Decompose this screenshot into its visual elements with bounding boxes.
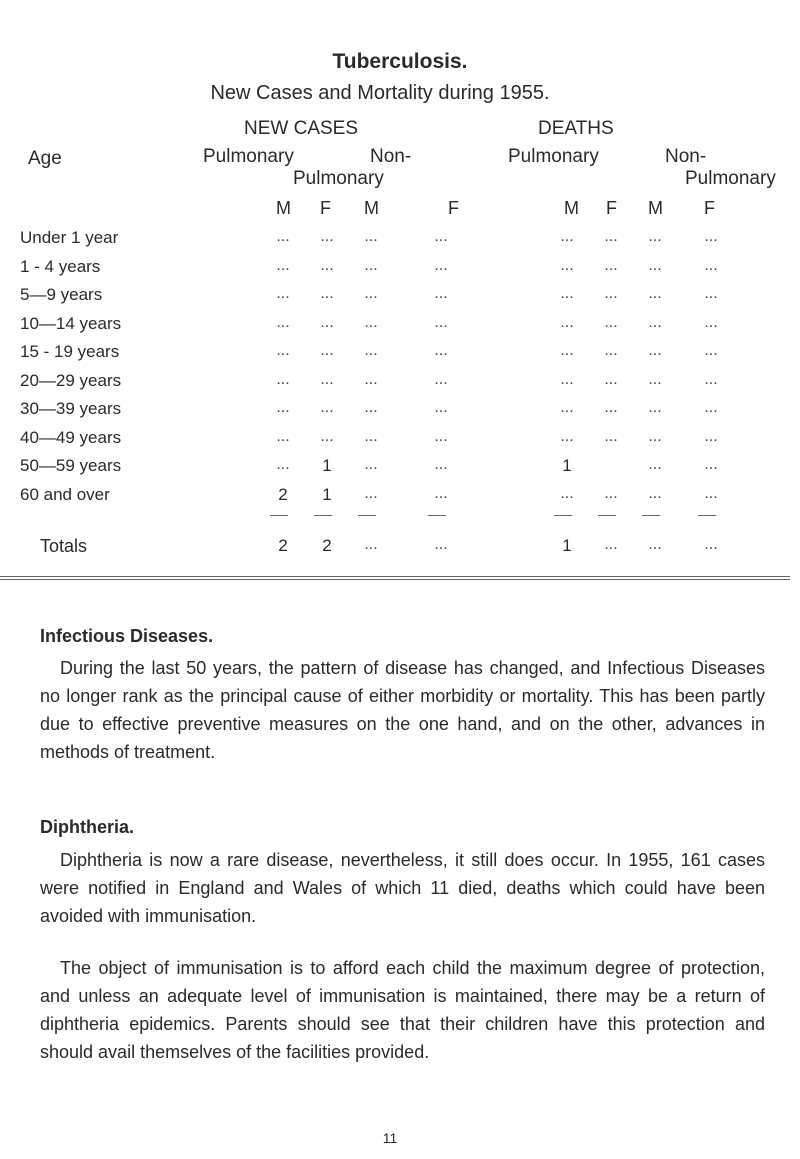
deaths-cell: ... [604,228,618,245]
diphtheria-paragraph-1: Diphtheria is now a rare disease, nevertheless, it still does occur. In 1955, 161 cases were notified in England and Wales of which 11 died, deaths which could have been avoided with immunisation. [40,850,765,926]
infectious-diseases-paragraph: During the last 50 years, the pattern of disease has changed, and Infectious Diseases no longer rank as the principal cause of either morbidity or mortality. This has been partly due to effective preventive measures on the one hand, and on the other, advances in methods of treatment. [40,658,765,762]
deaths-cell: ... [704,370,718,388]
age-column-header: Age [28,148,62,169]
new-cases-cell: ... [434,370,448,388]
table-bottom-rule-2 [0,579,790,580]
deaths-cell: ... [648,228,662,245]
deaths-cell: ... [648,313,662,331]
totals-cell: 2 [278,536,288,555]
new-cases-cell: ... [364,427,378,445]
new-cases-cell: ... [364,256,378,274]
deaths-cell: ... [560,285,574,302]
deaths-cell: ... [648,484,662,502]
new-cases-cell: ... [434,228,448,245]
new-cases-cell: ... [364,456,378,473]
new-cases-cell: ... [320,313,334,331]
subtotal-dash [358,515,376,516]
totals-cell: ... [648,536,662,553]
deaths-cell: ... [604,256,618,274]
d-pulmonary-header: Pulmonary [508,146,599,167]
deaths-cell: ... [604,399,618,416]
deaths-cell: ... [648,342,662,359]
subtotal-dash [554,515,572,516]
deaths-cell: ... [704,427,718,445]
age-group-label: 1 - 4 years [20,256,101,276]
totals-cell: ... [604,536,618,553]
deaths-cell: ... [704,456,718,473]
nc-non-pulmonary-f-header: F [448,198,459,218]
deaths-cell: ... [560,484,574,502]
new-cases-cell: ... [276,456,290,473]
totals-cell: ... [434,536,448,553]
new-cases-cell: ... [320,256,334,274]
d-pulmonary-f-header: F [606,198,617,218]
deaths-cell: ... [648,399,662,416]
deaths-cell: ... [560,228,574,245]
page-title: Tuberculosis. [332,50,468,73]
deaths-header: DEATHS [538,118,614,139]
totals-cell: 1 [562,536,572,555]
new-cases-cell: ... [364,370,378,388]
age-group-label: 10—14 years [20,313,122,333]
deaths-cell: ... [560,313,574,331]
deaths-cell: ... [704,484,718,502]
new-cases-cell: ... [276,256,290,274]
new-cases-cell: ... [364,342,378,359]
new-cases-cell: ... [320,427,334,445]
new-cases-cell: ... [364,484,378,502]
age-group-label: Under 1 year [20,228,119,247]
subtotal-dash [270,515,288,516]
new-cases-cell: ... [276,370,290,388]
deaths-cell: ... [604,484,618,502]
deaths-cell: ... [604,313,618,331]
nc-non-pulmonary-header-2: Pulmonary [293,168,384,189]
nc-non-pulmonary-header-1: Non- [370,146,412,167]
deaths-cell: ... [648,256,662,274]
new-cases-cell: 2 [278,484,288,504]
subtotal-dash [642,515,660,516]
age-group-label: 15 - 19 years [20,342,120,361]
new-cases-cell: 1 [322,484,332,504]
diphtheria-heading: Diphtheria. [40,817,135,837]
deaths-cell: ... [648,285,662,302]
new-cases-cell: ... [434,484,448,502]
deaths-cell: ... [704,313,718,331]
d-non-pulmonary-header-1: Non- [665,146,707,167]
subtotal-dash [598,515,616,516]
totals-label: Totals [40,536,88,556]
page-number: 11 [382,1130,398,1146]
new-cases-cell: ... [364,399,378,416]
new-cases-cell: ... [434,399,448,416]
deaths-cell: ... [648,456,662,473]
infectious-diseases-heading: Infectious Diseases. [40,626,214,646]
totals-cell: ... [364,536,378,553]
deaths-cell: ... [704,399,718,416]
new-cases-cell: ... [276,427,290,445]
new-cases-header: NEW CASES [244,118,359,139]
table-bottom-rule [0,576,790,577]
age-group-label: 50—59 years [20,456,122,475]
new-cases-cell: ... [320,228,334,245]
d-non-pulmonary-header-2: Pulmonary [685,168,776,189]
new-cases-cell: ... [276,342,290,359]
age-group-label: 5—9 years [20,285,103,304]
deaths-cell: ... [604,342,618,359]
subtotal-dash [314,515,332,516]
new-cases-cell: ... [434,342,448,359]
new-cases-cell: ... [364,285,378,302]
deaths-cell: ... [704,342,718,359]
deaths-cell: ... [560,427,574,445]
diphtheria-paragraph-2: The object of immunisation is to afford each child the maximum degree of protection, and unless an adequate level of immunisation is maintained, there may be a return of diphtheria epidemics. Parents should see that their children have this protection and should avail themselves of the facilities provided. [40,958,765,1062]
new-cases-cell: ... [434,456,448,473]
deaths-cell: ... [560,342,574,359]
age-group-label: 60 and over [20,484,110,504]
new-cases-cell: ... [320,342,334,359]
new-cases-cell: ... [276,313,290,331]
new-cases-cell: 1 [322,456,332,475]
deaths-cell: ... [648,427,662,445]
new-cases-cell: ... [320,370,334,388]
new-cases-cell: ... [434,313,448,331]
deaths-cell: ... [604,427,618,445]
d-non-pulmonary-m-header: M [648,198,663,218]
deaths-cell: ... [704,228,718,245]
nc-pulmonary-f-header: F [320,198,331,218]
deaths-cell: ... [604,285,618,302]
new-cases-cell: ... [364,313,378,331]
deaths-cell: ... [560,370,574,388]
age-group-label: 40—49 years [20,427,122,447]
deaths-cell: ... [704,285,718,302]
new-cases-cell: ... [320,285,334,302]
deaths-cell: ... [560,256,574,274]
new-cases-cell: ... [364,228,378,245]
new-cases-cell: ... [320,399,334,416]
deaths-cell: ... [704,256,718,274]
age-group-label: 30—39 years [20,399,122,418]
deaths-cell: ... [648,370,662,388]
totals-cell: 2 [322,536,332,555]
new-cases-cell: ... [434,427,448,445]
totals-cell: ... [704,536,718,553]
new-cases-cell: ... [276,228,290,245]
d-non-pulmonary-f-header: F [704,198,715,218]
nc-pulmonary-m-header: M [276,198,291,218]
age-group-label: 20—29 years [20,370,122,390]
deaths-cell: 1 [562,456,572,475]
table-subtitle: New Cases and Mortality during 1955. [210,82,550,104]
new-cases-cell: ... [434,256,448,274]
nc-non-pulmonary-m-header: M [364,198,379,218]
deaths-cell: ... [604,370,618,388]
nc-pulmonary-header: Pulmonary [203,146,294,167]
subtotal-dash [428,515,446,516]
subtotal-dash [698,515,716,516]
new-cases-cell: ... [434,285,448,302]
d-pulmonary-m-header: M [564,198,579,218]
new-cases-cell: ... [276,399,290,416]
new-cases-cell: ... [276,285,290,302]
deaths-cell: ... [560,399,574,416]
